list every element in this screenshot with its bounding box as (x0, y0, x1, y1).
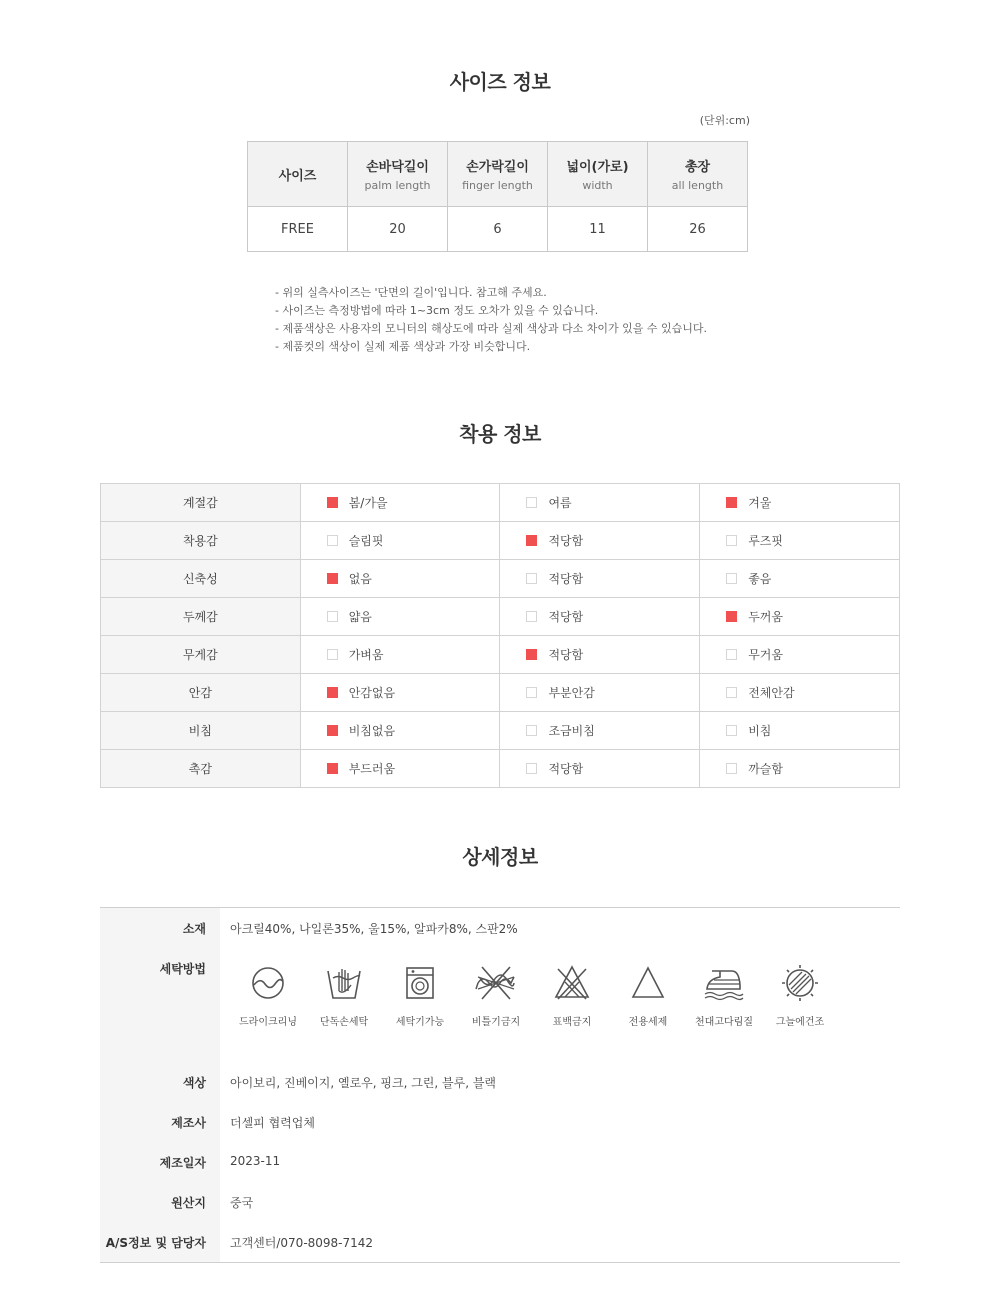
fit-option (300, 712, 500, 750)
fit-option-label: 겨울 (748, 496, 772, 510)
fit-option-label: 루즈핏 (748, 534, 783, 548)
unchecked-box-icon (526, 497, 537, 508)
fit-option (500, 598, 700, 636)
detail-value: 아이보리, 진베이지, 옐로우, 핑크, 그린, 블루, 블랙 (230, 1076, 497, 1090)
detail-value: 더셀피 협력업체 (230, 1116, 315, 1130)
checked-box-icon (327, 687, 338, 698)
size-header-en: finger length (462, 179, 533, 192)
fit-option (500, 484, 700, 522)
fit-option (500, 750, 700, 788)
unchecked-box-icon (327, 535, 338, 546)
fit-option-label: 가벼움 (348, 648, 384, 662)
checked-box-icon (327, 497, 338, 508)
detail-label: 원산지 (171, 1196, 206, 1210)
fit-option-label: 두꺼움 (748, 610, 783, 624)
wash-item (686, 963, 762, 1028)
unchecked-box-icon (726, 573, 737, 584)
size-header-ko: 손가락길이 (466, 160, 529, 175)
fit-option (700, 598, 900, 636)
fit-option-label: 조금비침 (548, 724, 595, 738)
size-header-ko: 사이즈 (278, 168, 317, 184)
fit-row-label: 착용감 (101, 522, 301, 560)
fit-option (500, 522, 700, 560)
wash-item (382, 963, 458, 1028)
wash-label: 표백금지 (552, 1017, 592, 1028)
fit-option-label: 좋음 (748, 572, 772, 586)
fit-option (500, 560, 700, 598)
fit-option (500, 636, 700, 674)
fit-option (300, 674, 500, 712)
size-cell: 11 (548, 207, 648, 252)
wash-label: 전용세제 (628, 1017, 668, 1028)
fit-row-label: 신축성 (101, 560, 301, 598)
unchecked-box-icon (526, 573, 537, 584)
wash-item (534, 963, 610, 1028)
detail-value: 아크릴40%, 나일론35%, 울15%, 알파카8%, 스판2% (230, 922, 518, 936)
wash-item (610, 963, 686, 1028)
detail-label: 세탁방법 (159, 962, 206, 976)
size-header-cell (548, 142, 648, 207)
fit-option (300, 636, 500, 674)
fit-option (500, 674, 700, 712)
detail-label: A/S정보 및 담당자 (105, 1236, 206, 1250)
fit-option-label: 적당함 (548, 762, 584, 776)
fit-option-label: 비침없음 (348, 724, 396, 738)
fit-row (101, 674, 900, 712)
fit-option (700, 560, 900, 598)
size-header-en: all length (671, 179, 724, 192)
fit-option-label: 적당함 (548, 572, 584, 586)
unchecked-box-icon (726, 535, 737, 546)
size-note: - 제품컷의 색상이 실제 제품 색상과 가장 비슷합니다. (275, 340, 531, 353)
fit-option (700, 522, 900, 560)
no-bleach-icon (552, 963, 592, 1003)
unchecked-box-icon (327, 611, 338, 622)
fit-row (101, 560, 900, 598)
unchecked-box-icon (726, 763, 737, 774)
wash-item (306, 963, 382, 1028)
wash-label: 드라이크리닝 (239, 1017, 297, 1028)
fit-table (100, 483, 900, 788)
fit-option-label: 비침 (748, 724, 772, 738)
fit-row (101, 598, 900, 636)
checked-box-icon (327, 725, 338, 736)
fit-option-label: 적당함 (548, 534, 584, 548)
fit-option-label: 안감없음 (348, 686, 396, 700)
wash-item (762, 963, 838, 1028)
unchecked-box-icon (526, 725, 537, 736)
size-cell: FREE (248, 207, 348, 252)
fit-row-label: 안감 (101, 674, 301, 712)
size-header-ko: 손바닥길이 (366, 160, 429, 175)
detail-value: 2023-11 (230, 1154, 281, 1168)
iron-cloth-icon (702, 963, 746, 1003)
detail-value: 고객센터/070-8098-7142 (230, 1236, 374, 1250)
unchecked-box-icon (726, 649, 737, 660)
size-header-en: width (582, 179, 613, 192)
washing-machine-icon (400, 963, 440, 1003)
fit-option-label: 적당함 (548, 648, 584, 662)
checked-box-icon (526, 649, 537, 660)
fit-option (300, 484, 500, 522)
size-note: - 제품색상은 사용자의 모니터의 해상도에 따라 실제 색상과 다소 차이가 있을 수 있습니다. (275, 322, 707, 335)
fit-row (101, 484, 900, 522)
fit-option (300, 598, 500, 636)
size-table (247, 141, 748, 252)
fit-option-label: 무거움 (748, 648, 783, 662)
detail-value: 중국 (230, 1196, 254, 1210)
hand-wash-icon (324, 963, 364, 1003)
size-notes (275, 284, 707, 356)
wash-item (458, 963, 534, 1028)
fit-option (700, 674, 900, 712)
size-header-ko: 총장 (684, 160, 711, 175)
shade-dry-icon (780, 963, 820, 1003)
fit-row (101, 712, 900, 750)
fit-option-label: 적당함 (548, 610, 584, 624)
fit-option (700, 712, 900, 750)
size-header-cell (348, 142, 448, 207)
fit-row-label: 두께감 (101, 598, 301, 636)
detail-label: 제조일자 (159, 1156, 206, 1170)
unchecked-box-icon (526, 687, 537, 698)
size-table-header (248, 142, 748, 207)
dry-clean-icon (248, 963, 288, 1003)
special-detergent-icon (628, 963, 668, 1003)
detail-info-title: 상세정보 (462, 845, 538, 869)
size-header-ko: 넓이(가로) (566, 160, 629, 175)
size-note: - 사이즈는 측정방법에 따라 1~3cm 정도 오차가 있을 수 있습니다. (275, 304, 599, 317)
fit-option-label: 얇음 (348, 610, 372, 624)
wash-icons (230, 963, 850, 1033)
size-note: - 위의 실측사이즈는 '단면의 길이'입니다. 참고해 주세요. (275, 286, 547, 299)
unchecked-box-icon (726, 687, 737, 698)
fit-row (101, 750, 900, 788)
unchecked-box-icon (526, 763, 537, 774)
unchecked-box-icon (327, 649, 338, 660)
checked-box-icon (327, 573, 338, 584)
wash-label: 세탁기가능 (395, 1017, 445, 1028)
wash-label: 단독손세탁 (319, 1017, 369, 1028)
size-cell: 26 (648, 207, 748, 252)
fit-option (700, 484, 900, 522)
fit-option-label: 봄/가을 (348, 496, 388, 510)
wash-label: 비틀기금지 (471, 1017, 521, 1028)
size-cell: 6 (448, 207, 548, 252)
fit-option-label: 까슬함 (748, 762, 783, 776)
fit-option-label: 여름 (548, 496, 572, 510)
fit-option (700, 750, 900, 788)
fit-option (700, 636, 900, 674)
fit-option (300, 750, 500, 788)
fit-info-title: 착용 정보 (459, 422, 541, 446)
size-cell: 20 (348, 207, 448, 252)
fit-option (500, 712, 700, 750)
detail-label: 색상 (182, 1076, 206, 1090)
size-header-en: palm length (364, 179, 431, 192)
size-header-cell (248, 142, 348, 207)
checked-box-icon (526, 535, 537, 546)
fit-row-label: 계절감 (101, 484, 301, 522)
wash-label: 천대고다림질 (695, 1017, 753, 1028)
fit-option-label: 부분안감 (548, 686, 595, 700)
fit-option (300, 560, 500, 598)
fit-option-label: 없음 (348, 572, 372, 586)
fit-row-label: 촉감 (101, 750, 301, 788)
size-header-cell (648, 142, 748, 207)
fit-option-label: 부드러움 (348, 762, 396, 776)
detail-label: 소재 (182, 922, 206, 936)
checked-box-icon (726, 497, 737, 508)
wash-label: 그늘에건조 (775, 1017, 825, 1028)
size-info-title: 사이즈 정보 (449, 70, 551, 94)
size-header-cell (448, 142, 548, 207)
size-table-row (248, 207, 748, 252)
fit-option-label: 전체안감 (748, 686, 795, 700)
unchecked-box-icon (726, 725, 737, 736)
unchecked-box-icon (526, 611, 537, 622)
fit-row-label: 무게감 (101, 636, 301, 674)
fit-row (101, 522, 900, 560)
fit-row-label: 비침 (101, 712, 301, 750)
fit-option (300, 522, 500, 560)
checked-box-icon (327, 763, 338, 774)
wash-item (230, 963, 306, 1028)
fit-row (101, 636, 900, 674)
fit-option-label: 슬림핏 (348, 534, 384, 548)
detail-label: 제조사 (171, 1116, 206, 1130)
no-wring-icon (474, 963, 518, 1003)
detail-table (100, 907, 900, 1263)
checked-box-icon (726, 611, 737, 622)
unit-label: (단위:cm) (699, 114, 750, 127)
